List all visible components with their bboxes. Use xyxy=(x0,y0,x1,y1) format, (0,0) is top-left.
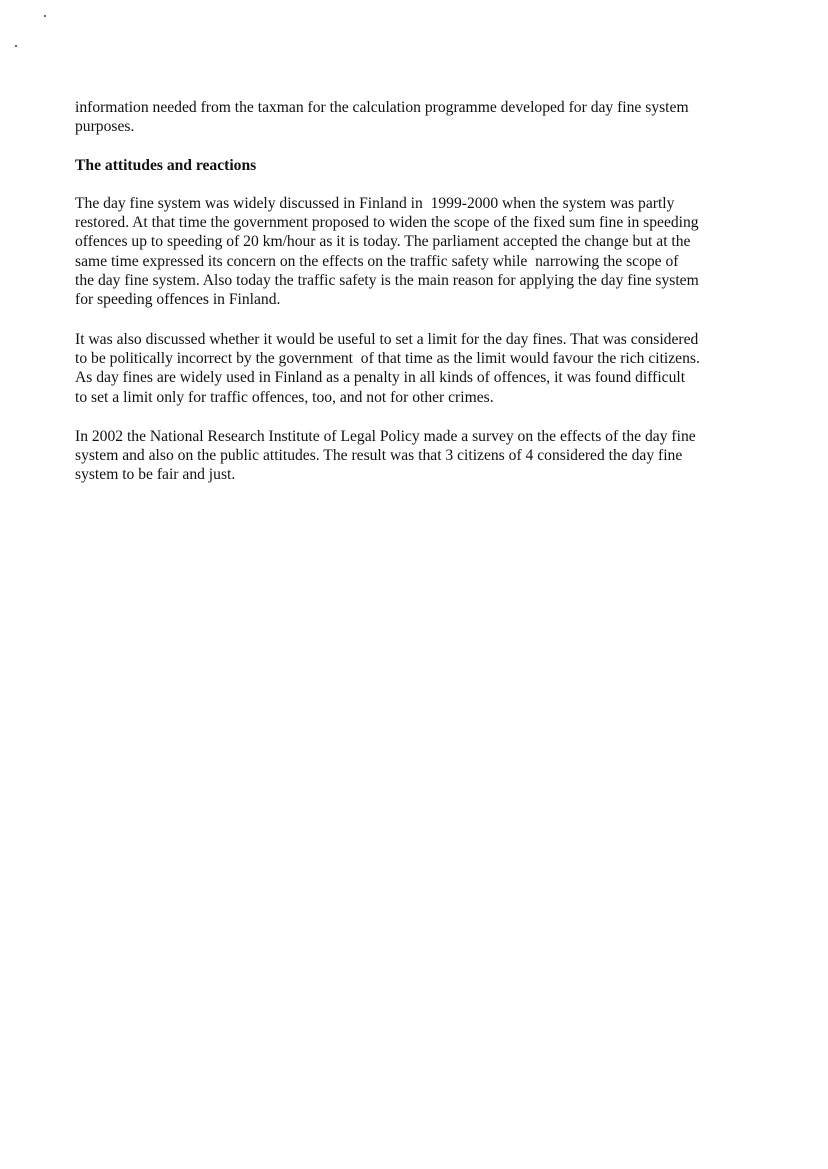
text-line: In 2002 the National Research Institute of Legal Policy made a survey on the effects of the day fine xyxy=(75,427,696,445)
text-line: system to be fair and just. xyxy=(75,466,236,484)
text-line: offences up to speeding of 20 km/hour as it is today. The parliament accepted the change but at the xyxy=(75,233,691,251)
paragraph-1 xyxy=(75,194,755,310)
text-line: to set a limit only for traffic offences, too, and not for other crimes. xyxy=(75,388,494,406)
text-line: the day fine system. Also today the traffic safety is the main reason for applying the day fine system xyxy=(75,272,699,290)
text-line: It was also discussed whether it would be useful to set a limit for the day fines. That was considered xyxy=(75,330,699,348)
section-heading: The attitudes and reactions xyxy=(75,156,257,174)
text-line: The day fine system was widely discussed in Finland in 1999-2000 when the system was partly xyxy=(75,194,675,212)
text-line: restored. At that time the government proposed to widen the scope of the fixed sum fine in speeding xyxy=(75,214,699,232)
text-line: to be politically incorrect by the government of that time as the limit would favour the rich citizens. xyxy=(75,349,700,367)
text-line: As day fines are widely used in Finland as a penalty in all kinds of offences, it was found difficult xyxy=(75,369,686,387)
scan-speck xyxy=(44,15,46,17)
text-line: information needed from the taxman for the calculation programme developed for day fine system xyxy=(75,99,689,116)
text-line: system and also on the public attitudes. The result was that 3 citizens of 4 considered the day fine xyxy=(75,447,683,465)
paragraph-intro xyxy=(75,98,755,137)
paragraph-2 xyxy=(75,330,755,407)
scan-speck xyxy=(15,45,17,47)
document-page xyxy=(75,98,755,485)
paragraph-3 xyxy=(75,427,755,485)
text-line: for speeding offences in Finland. xyxy=(75,291,281,309)
text-line: purposes. xyxy=(75,118,135,136)
text-line: same time expressed its concern on the effects on the traffic safety while narrowing the scope of xyxy=(75,252,679,270)
